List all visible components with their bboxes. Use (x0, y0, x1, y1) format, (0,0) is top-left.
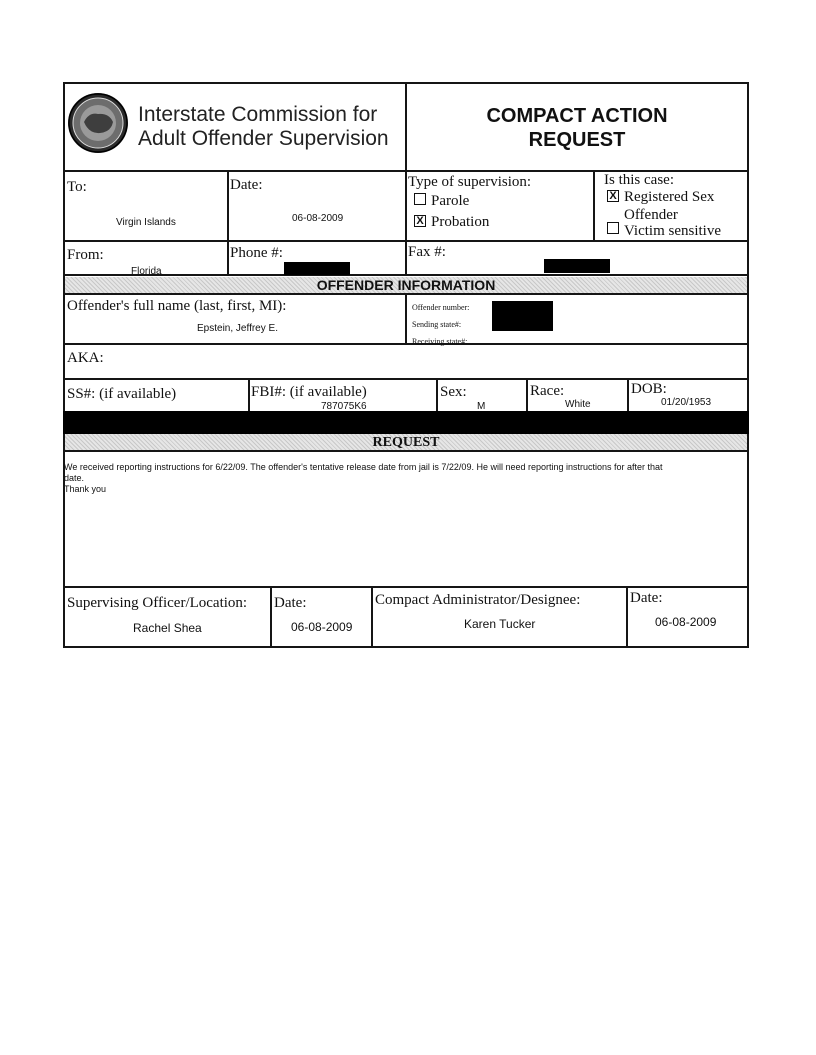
from-label: From: (67, 247, 104, 263)
offender-number-redaction (492, 301, 553, 331)
commission-seal (67, 92, 129, 154)
victim-sensitive-label: Victim sensitive (624, 223, 722, 239)
request-text-line1: We received reporting instructions for 6/22/09. The offender's tentative release date from jail is 7/22/09. He will need reporting instructions for after that (64, 462, 663, 472)
officer-date-value: 06-08-2009 (291, 620, 353, 634)
request-text-line2: date. (64, 473, 85, 483)
dob-value: 01/20/1953 (661, 397, 712, 408)
to-value: Virgin Islands (116, 217, 176, 228)
administrator-date-value: 06-08-2009 (655, 615, 717, 629)
form-title-line2: REQUEST (528, 129, 626, 151)
offender-section-title: OFFENDER INFORMATION (316, 277, 496, 293)
fax-redaction (544, 259, 610, 273)
fax-label: Fax #: (408, 244, 446, 260)
aka-label: AKA: (67, 350, 104, 366)
parole-label: Parole (431, 193, 470, 209)
dob-label: DOB: (631, 381, 667, 397)
sex-value: M (477, 401, 486, 412)
org-name-line2: Adult Offender Supervision (138, 127, 389, 150)
ss-label: SS#: (if available) (67, 386, 177, 402)
sex-offender-label-line1: Registered Sex (624, 189, 715, 205)
fbi-label: FBI#: (if available) (251, 384, 367, 400)
sex-offender-checkbox[interactable]: X (607, 190, 619, 202)
administrator-value: Karen Tucker (464, 617, 536, 631)
form-title-line1: COMPACT ACTION (486, 105, 668, 127)
supervision-type-label: Type of supervision: (408, 174, 532, 190)
org-name-line1: Interstate Commission for (138, 103, 378, 126)
officer-value: Rachel Shea (133, 621, 202, 635)
probation-label: Probation (431, 214, 490, 230)
offender-name-label: Offender's full name (last, first, MI): (67, 298, 287, 314)
victim-sensitive-checkbox[interactable] (607, 222, 619, 234)
date-label: Date: (230, 177, 263, 193)
receiving-state-label: Receiving state#: (412, 337, 468, 346)
officer-date-label: Date: (274, 595, 307, 611)
offender-number-label: Offender number: (412, 303, 470, 312)
date-value: 06-08-2009 (292, 213, 344, 224)
parole-checkbox[interactable] (414, 193, 426, 205)
administrator-date-label: Date: (630, 590, 663, 606)
from-value: Florida (131, 266, 162, 277)
request-text-line3: Thank you (64, 484, 107, 494)
probation-checkbox[interactable]: X (414, 215, 426, 227)
officer-label: Supervising Officer/Location: (67, 595, 248, 611)
request-section-title: REQUEST (372, 435, 440, 450)
sex-offender-label-line2: Offender (624, 207, 678, 223)
case-type-label: Is this case: (604, 172, 674, 188)
phone-label: Phone #: (230, 245, 283, 261)
race-label: Race: (530, 383, 565, 399)
race-value: White (565, 399, 591, 410)
fbi-value: 787075K6 (321, 401, 367, 412)
sending-state-label: Sending state#: (412, 320, 462, 329)
offender-name-value: Epstein, Jeffrey E. (197, 323, 278, 334)
administrator-label: Compact Administrator/Designee: (375, 592, 581, 608)
sex-label: Sex: (440, 384, 467, 400)
to-label: To: (67, 179, 87, 195)
phone-redaction (284, 262, 350, 275)
